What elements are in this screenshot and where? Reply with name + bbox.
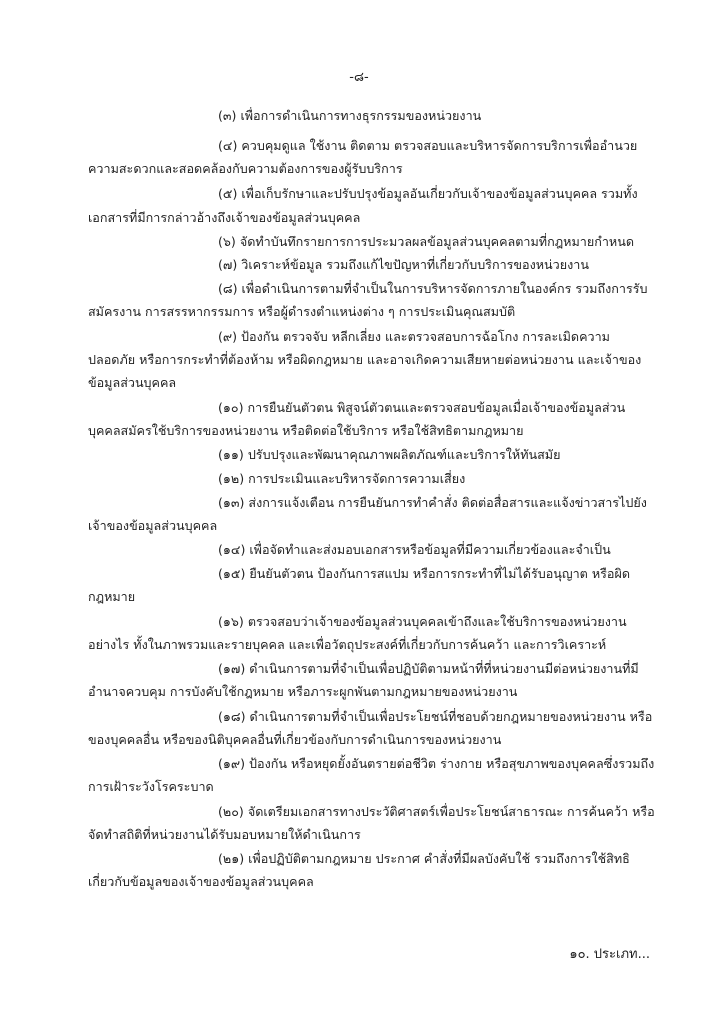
list-item-6: (๖) จัดทำบันทึกรายการการประมวลผลข้อมูลส่วนบุคคลตามที่กฎหมายกำหนด <box>218 234 635 249</box>
list-item-12: (๑๒) การประเมินและบริหารจัดการความเสี่ยง <box>218 471 466 486</box>
list-item-17-cont: อำนาจควบคุม การบังคับใช้กฎหมาย หรือภาระผูกพันตามกฎหมายของหน่วยงาน <box>88 684 518 699</box>
list-item-20-cont: จัดทำสถิติที่หน่วยงานได้รับมอบหมายให้ดำเนินการ <box>88 827 361 842</box>
list-item-9-cont: ปลอดภัย หรือการกระทำที่ต้องห้าม หรือผิดกฎหมาย และอาจเกิดความเสียหายต่อหน่วยงาน และเจ้าของ <box>88 352 642 367</box>
list-item-8-cont: สมัครงาน การสรรหากรรมการ หรือผู้ดำรงตำแหน่งต่าง ๆ การประเมินคุณสมบัติ <box>88 304 516 319</box>
list-item-21-cont: เกี่ยวกับข้อมูลของเจ้าของข้อมูลส่วนบุคคล <box>88 874 314 889</box>
list-item-17: (๑๗) ดำเนินการตามที่จำเป็นเพื่อปฏิบัติตามหน้าที่ที่หน่วยงานมีต่อหน่วยงานที่มี <box>218 661 639 676</box>
list-item-16-cont: อย่างไร ทั้งในภาพรวมและรายบุคคล และเพื่อวัตถุประสงค์ที่เกี่ยวกับการค้นคว้า และการวิเคราะห์ <box>88 637 607 652</box>
list-item-16: (๑๖) ตรวจสอบว่าเจ้าของข้อมูลส่วนบุคคลเข้าถึงและใช้บริการของหน่วยงาน <box>218 614 627 629</box>
page-number: -๘- <box>349 70 369 85</box>
list-item-5-cont: เอกสารที่มีการกล่าวอ้างถึงเจ้าของข้อมูลส่วนบุคคล <box>88 210 361 225</box>
list-item-20: (๒๐) จัดเตรียมเอกสารทางประวัติศาสตร์เพื่อประโยชน์สาธารณะ การค้นคว้า หรือ <box>218 804 655 819</box>
list-item-13: (๑๓) ส่งการแจ้งเตือน การยืนยันการทำคำสั่ง ติดต่อสื่อสารและแจ้งข่าวสารไปยัง <box>218 495 647 510</box>
list-item-8: (๘) เพื่อดำเนินการตามที่จำเป็นในการบริหารจัดการภายในองค์กร รวมถึงการรับ <box>218 281 648 296</box>
list-item-4: (๔) ควบคุมดูแล ใช้งาน ติดตาม ตรวจสอบและบริหารจัดการบริการเพื่ออำนวย <box>218 138 638 153</box>
list-item-3: (๓) เพื่อการดำเนินการทางธุรกรรมของหน่วยงาน <box>218 108 482 123</box>
list-item-18: (๑๘) ดำเนินการตามที่จำเป็นเพื่อประโยชน์ที่ชอบด้วยกฎหมายของหน่วยงาน หรือ <box>218 709 653 724</box>
list-item-18-cont: ของบุคคลอื่น หรือของนิติบุคคลอื่นที่เกี่ยวข้องกับการดำเนินการของหน่วยงาน <box>88 732 502 747</box>
list-item-10: (๑๐) การยืนยันตัวตน พิสูจน์ตัวตนและตรวจสอบข้อมูลเมื่อเจ้าของข้อมูลส่วน <box>218 400 626 415</box>
page-continuation: ๑๐. ประเภท... <box>569 947 650 962</box>
list-item-5: (๕) เพื่อเก็บรักษาและปรับปรุงข้อมูลอันเกี่ยวกับเจ้าของข้อมูลส่วนบุคคล รวมทั้ง <box>218 186 638 201</box>
list-item-19: (๑๙) ป้องกัน หรือหยุดยั้งอันตรายต่อชีวิต ร่างกาย หรือสุขภาพของบุคคลซึ่งรวมถึง <box>218 756 655 771</box>
list-item-10-cont: บุคคลสมัครใช้บริการของหน่วยงาน หรือติดต่อใช้บริการ หรือใช้สิทธิตามกฎหมาย <box>88 423 524 438</box>
list-item-9: (๙) ป้องกัน ตรวจจับ หลีกเลี่ยง และตรวจสอบการฉ้อโกง การละเมิดความ <box>218 329 610 344</box>
list-item-15: (๑๕) ยืนยันตัวตน ป้องกันการสแปม หรือการกระทำที่ไม่ได้รับอนุญาต หรือผิด <box>218 566 631 581</box>
list-item-4-cont: ความสะดวกและสอดคล้องกับความต้องการของผู้รับบริการ <box>88 161 403 176</box>
list-item-7: (๗) วิเคราะห์ข้อมูล รวมถึงแก้ไขปัญหาที่เกี่ยวกับบริการของหน่วยงาน <box>218 257 589 272</box>
list-item-15-cont: กฎหมาย <box>88 589 136 604</box>
list-item-9-cont2: ข้อมูลส่วนบุคคล <box>88 375 177 390</box>
list-item-11: (๑๑) ปรับปรุงและพัฒนาคุณภาพผลิตภัณฑ์และบริการให้ทันสมัย <box>218 447 561 462</box>
list-item-13-cont: เจ้าของข้อมูลส่วนบุคคล <box>88 518 218 533</box>
list-item-14: (๑๔) เพื่อจัดทำและส่งมอบเอกสารหรือข้อมูลที่มีความเกี่ยวข้องและจำเป็น <box>218 542 611 557</box>
list-item-19-cont: การเฝ้าระวังโรคระบาด <box>88 779 214 794</box>
list-item-21: (๒๑) เพื่อปฏิบัติตามกฎหมาย ประกาศ คำสั่งที่มีผลบังคับใช้ รวมถึงการใช้สิทธิ <box>218 851 630 866</box>
